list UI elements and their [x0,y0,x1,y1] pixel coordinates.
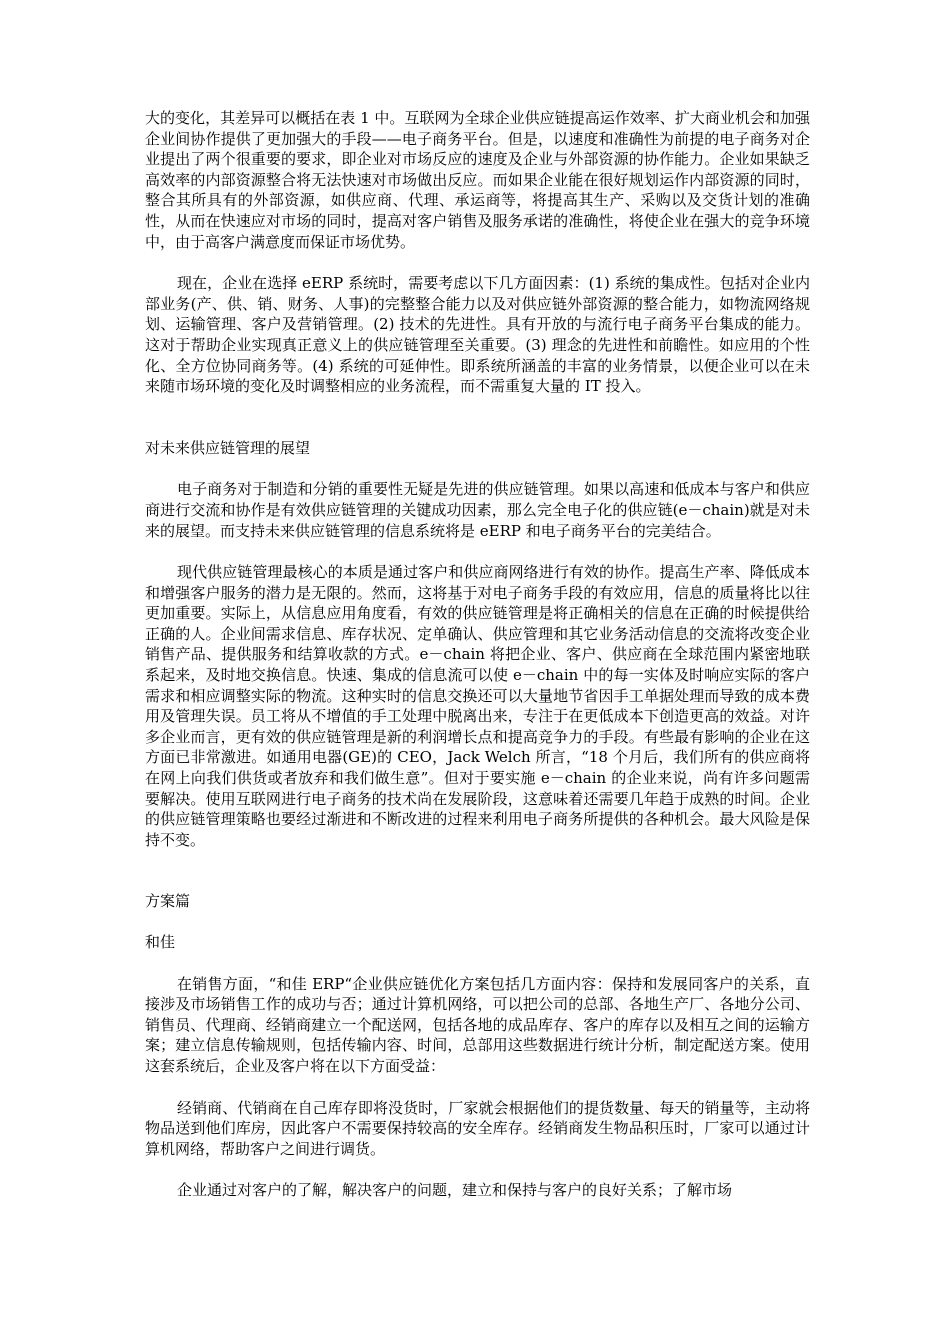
document-page [145,108,810,1201]
paragraph-5: 在销售方面，“和佳 ERP“企业供应链优化方案包括几方面内容：保持和发展同客户的关系，直接涉及市场销售工作的成功与否；通过计算机网络，可以把公司的总部、各地生产厂、各地分公司、销售员、代理商、经销商建立一个配送网，包括各地的成品库存、客户的库存以及相互之间的运输方案；建立信息传输规则，包括传输内容、时间，总部用这些数据进行统计分析，制定配送方案。使用这套系统后，企业及客户将在以下方面受益： [145,974,810,1075]
section-heading-outlook: 对未来供应链管理的展望 [145,438,311,457]
paragraph-1: 大的变化，其差异可以概括在表 1 中。互联网为全球企业供应链提高运作效率、扩大商业机会和加强企业间协作提供了更加强大的手段——电子商务平台。但是，以速度和准确性为前提的电子商务对企业提出了两个很重要的要求，即企业对市场反应的速度及企业与外部资源的协作能力。企业如果缺乏高效率的内部资源整合将无法快速对市场做出反应。而如果企业能在很好规划运作内部资源的同时，整合其所具有的外部资源，如供应商、代理、承运商等，将提高其生产、采购以及交货计划的准确性，从而在快速应对市场的同时，提高对客户销售及服务承诺的准确性，将使企业在强大的竞争环境中，由于高客户满意度而保证市场优势。 [145,109,810,251]
subsection-heading-hejia: 和佳 [145,933,176,951]
paragraph-2: 现在，企业在选择 eERP 系统时，需要考虑以下几方面因素：(1) 系统的集成性。包括对企业内部业务(产、供、销、财务、人事)的完整整合能力以及对供应链外部资源的整合能力，如物流网络规划、运输管理、客户及营销管理。(2) 技术的先进性。具有开放的与流行电子商务平台集成的能力。这对于帮助企业实现真正意义上的供应链管理至关重要。(3) 理念的先进性和前瞻性。如应用的个性化、全方位协同商务等。(4) 系统的可延伸性。即系统所涵盖的丰富的业务情景，以便企业可以在未来随市场环境的变化及时调整相应的业务流程，而不需重复大量的 IT 投入。 [145,274,810,396]
paragraph-7: 企业通过对客户的了解，解决客户的问题，建立和保持与客户的良好关系；了解市场 [177,1181,733,1200]
paragraph-3: 电子商务对于制造和分销的重要性无疑是先进的供应链管理。如果以高速和低成本与客户和供应商进行交流和协作是有效供应链管理的关键成功因素，那么完全电子化的供应链(e－chain)就是对未来的展望。而支持未来供应链管理的信息系统将是 eERP 和电子商务平台的完美结合。 [145,480,810,540]
paragraph-6: 经销商、代销商在自己库存即将没货时，厂家就会根据他们的提货数量、每天的销量等，主动将物品送到他们库房，因此客户不需要保持较高的安全库存。经销商发生物品积压时，厂家可以通过计算机网络，帮助客户之间进行调货。 [145,1098,810,1158]
section-heading-solutions: 方案篇 [145,892,191,911]
paragraph-4: 现代供应链管理最核心的本质是通过客户和供应商网络进行有效的协作。提高生产率、降低成本和增强客户服务的潜力是无限的。然而，这将基于对电子商务手段的有效应用，信息的质量将比以往更加重要。实际上，从信息应用角度看，有效的供应链管理是将正确相关的信息在正确的时候提供给正确的人。企业间需求信息、库存状况、定单确认、供应管理和其它业务活动信息的交流将改变企业销售产品、提供服务和结算收款的方式。e－chain 将把企业、客户、供应商在全球范围内紧密地联系起来，及时地交换信息。快速、集成的信息流可以使 e－chain 中的每一实体及时响应实际的客户需求和相应调整实际的物流。这种实时的信息交换还可以大量地节省因手工单据处理而导致的成本费用及管理失误。员工将从不增值的手工处理中脱离出来，专注于在更低成本下创造更高的效益。对许多企业而言，更有效的供应链管理是新的利润增长点和提高竞争力的手段。有些最有影响的企业在这方面已非常激进。如通用电器(GE)的 CEO，Jack Welch 所言，“18 个月后，我们所有的供应商将在网上向我们供货或者放弃和我们做生意”。但对于要实施 e－chain 的企业来说，尚有许多问题需要解决。使用互联网进行电子商务的技术尚在发展阶段，这意味着还需要几年趋于成熟的时间。企业的供应链管理策略也要经过渐进和不断改进的过程来利用电子商务所提供的各种机会。最大风险是保持不变。 [145,563,810,849]
